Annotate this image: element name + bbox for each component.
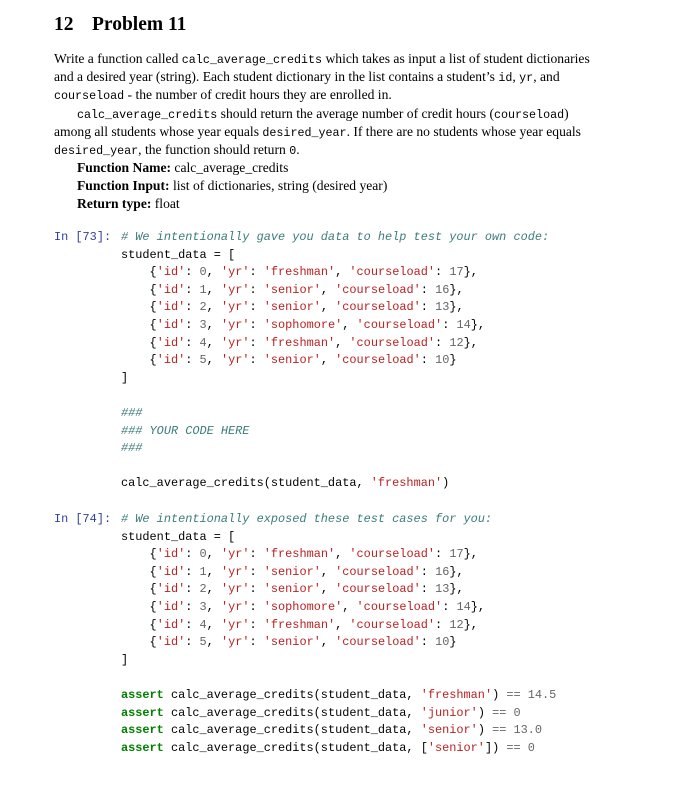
brace: }, (463, 265, 478, 280)
punct: : (185, 617, 200, 632)
punct: : (435, 617, 450, 632)
punct: , (206, 335, 221, 350)
label: Function Input: (77, 178, 170, 193)
punct: , (320, 282, 336, 297)
dict-value: 'freshman' (263, 265, 336, 280)
dict-value: 'senior' (263, 635, 321, 650)
inline-code: id (498, 71, 513, 85)
dict-key: 'courseload' (335, 564, 421, 579)
dict-value: 5 (199, 353, 207, 368)
dict-key: 'courseload' (335, 582, 421, 597)
brace: } (449, 353, 457, 368)
punct: : (185, 582, 200, 597)
dict-value: 0 (199, 265, 207, 280)
dict-value: 16 (435, 282, 450, 297)
dict-key: 'yr' (220, 265, 250, 280)
code-text: ) (492, 687, 500, 702)
dict-value: 'sophomore' (263, 599, 343, 614)
punct: : (435, 335, 450, 350)
dict-key: 'courseload' (349, 265, 436, 280)
dict-value: 10 (435, 353, 450, 368)
code-string: 'freshman' (370, 476, 443, 491)
punct: , (206, 317, 221, 332)
data-rows (121, 547, 485, 649)
dict-value: 1 (199, 282, 207, 297)
punct: : (249, 282, 264, 297)
inline-code: courseload (493, 108, 565, 122)
punct: , (335, 265, 350, 280)
code-text: [ (420, 740, 428, 755)
text: ) (564, 106, 569, 121)
dict-key: 'courseload' (356, 599, 443, 614)
dict-value: 5 (199, 635, 207, 650)
punct: : (249, 353, 264, 368)
text: . (296, 142, 300, 157)
brace: }, (463, 335, 478, 350)
text: - the number of credit hours they are enrolled in. (124, 87, 392, 102)
cell-prompt: In [74]: (54, 512, 112, 526)
brace: }, (463, 617, 478, 632)
dict-key: 'yr' (220, 335, 250, 350)
text: , (512, 69, 520, 84)
punct: : (185, 300, 200, 315)
text: , and (533, 69, 560, 84)
punct: : (249, 582, 264, 597)
dict-key: 'id' (156, 635, 186, 650)
expected-value: 14.5 (527, 687, 557, 702)
code-comment: # We intentionally gave you data to help test your own code: (121, 230, 550, 244)
cell-prompt: In [73]: (54, 230, 112, 244)
dict-value: 1 (199, 564, 207, 579)
brace: { (149, 599, 157, 614)
code-string: 'senior' (427, 740, 485, 755)
inline-code: courseload (54, 89, 125, 103)
code-text: ) (442, 476, 450, 491)
operator: == (484, 705, 514, 720)
punct: : (185, 353, 200, 368)
brace: }, (449, 300, 464, 315)
dict-key: 'courseload' (349, 547, 436, 562)
dict-key: 'id' (156, 335, 186, 350)
operator: == (484, 723, 514, 738)
punct: , (206, 300, 221, 315)
dict-value: 13 (435, 300, 450, 315)
text: which takes as input a list of student dictionaries (322, 51, 590, 66)
value: list of dictionaries, string (desired year) (169, 178, 388, 193)
punct: , (206, 265, 221, 280)
description-line (54, 124, 581, 140)
brace: }, (470, 599, 486, 614)
assert-keyword: assert (121, 705, 164, 720)
punct: : (420, 564, 436, 579)
punct: : (249, 617, 264, 632)
inline-code: calc_average_credits (181, 53, 323, 67)
brace: { (149, 317, 157, 332)
description-line (54, 142, 300, 158)
dict-key: 'courseload' (349, 335, 436, 350)
dict-key: 'yr' (220, 635, 250, 650)
punct: , (206, 617, 221, 632)
dict-value: 4 (199, 335, 207, 350)
punct: , (335, 335, 350, 350)
punct: , (206, 635, 221, 650)
assert-keyword: assert (121, 723, 164, 738)
punct: , (320, 635, 336, 650)
dict-value: 'senior' (263, 582, 321, 597)
dict-value: 17 (449, 265, 464, 280)
dict-key: 'yr' (220, 617, 250, 632)
code-string: 'freshman' (420, 687, 493, 702)
punct: , (335, 547, 350, 562)
brace: }, (449, 582, 464, 597)
code-text: calc_average_credits(student_data, (121, 476, 371, 491)
brace: } (449, 635, 457, 650)
code-line: ] (121, 652, 129, 667)
dict-value: 4 (199, 617, 207, 632)
code-text: ) (477, 723, 485, 738)
dict-value: 12 (449, 335, 464, 350)
return-type-line (77, 196, 180, 212)
punct: : (249, 317, 264, 332)
punct: : (249, 547, 264, 562)
punct: : (420, 353, 436, 368)
description-line (54, 87, 392, 103)
code-comment: ### YOUR CODE HERE (121, 423, 250, 438)
punct: , (320, 300, 336, 315)
text: should return the average number of credit hours ( (217, 106, 494, 121)
punct: : (185, 282, 200, 297)
dict-key: 'id' (156, 317, 186, 332)
dict-key: 'id' (156, 564, 186, 579)
dict-key: 'yr' (220, 582, 250, 597)
brace: { (149, 265, 157, 280)
code-line: student_data = [ (121, 247, 236, 262)
dict-key: 'id' (156, 547, 186, 562)
dict-value: 'senior' (263, 353, 321, 368)
dict-key: 'yr' (220, 317, 250, 332)
brace: { (149, 353, 157, 368)
punct: : (249, 300, 264, 315)
punct: : (185, 265, 200, 280)
text: Write a function called (54, 51, 182, 66)
label: Function Name: (77, 160, 172, 175)
dict-key: 'id' (156, 582, 186, 597)
assert-lines (121, 688, 556, 755)
punct: , (342, 317, 357, 332)
dict-key: 'id' (156, 353, 186, 368)
code-cell[interactable] (121, 511, 556, 757)
punct: , (206, 564, 221, 579)
brace: { (149, 547, 157, 562)
inline-code: 0 (289, 144, 297, 158)
punct: : (185, 317, 200, 332)
assert-keyword: assert (121, 687, 164, 702)
dict-value: 'senior' (263, 564, 321, 579)
dict-value: 10 (435, 635, 450, 650)
punct: : (249, 564, 264, 579)
punct: : (420, 282, 436, 297)
data-rows (121, 265, 485, 367)
dict-key: 'yr' (220, 353, 250, 368)
punct: , (320, 582, 336, 597)
punct: , (320, 564, 336, 579)
code-text: ) (477, 705, 485, 720)
dict-value: 'sophomore' (263, 317, 343, 332)
label: Return type: (77, 196, 152, 211)
brace: { (149, 564, 157, 579)
punct: : (185, 564, 200, 579)
dict-value: 'senior' (263, 282, 321, 297)
dict-key: 'id' (156, 265, 186, 280)
section-heading (54, 14, 186, 36)
dict-value: 17 (449, 547, 464, 562)
punct: : (185, 335, 200, 350)
punct: : (249, 265, 264, 280)
brace: { (149, 335, 157, 350)
code-comment: ### (121, 441, 143, 456)
punct: : (420, 300, 436, 315)
text: and a desired year (string). Each student dictionary in the list contains a student’s (54, 69, 499, 84)
punct: , (206, 353, 221, 368)
function-input-line (77, 178, 387, 194)
dict-value: 2 (199, 582, 207, 597)
brace: { (149, 282, 157, 297)
code-text: ]) (484, 740, 500, 755)
punct: , (320, 353, 336, 368)
brace: { (149, 617, 157, 632)
dict-key: 'courseload' (356, 317, 443, 332)
code-string: 'junior' (420, 705, 478, 720)
dict-value: 14 (456, 317, 471, 332)
expected-value: 0 (527, 740, 535, 755)
description-line (54, 51, 590, 67)
dict-key: 'courseload' (335, 635, 421, 650)
brace: { (149, 582, 157, 597)
dict-value: 12 (449, 617, 464, 632)
brace: { (149, 635, 157, 650)
code-text: calc_average_credits(student_data, (163, 687, 421, 702)
punct: , (342, 599, 357, 614)
punct: : (185, 635, 200, 650)
code-cell[interactable] (121, 229, 549, 493)
dict-key: 'id' (156, 282, 186, 297)
text: , the function should return (138, 142, 290, 157)
code-comment: # We intentionally exposed these test cases for you: (121, 512, 493, 526)
dict-key: 'yr' (220, 599, 250, 614)
operator: == (499, 740, 528, 755)
section-title: Problem 11 (92, 14, 187, 35)
dict-value: 3 (199, 599, 207, 614)
punct: , (206, 582, 221, 597)
punct: : (435, 547, 450, 562)
punct: : (420, 582, 436, 597)
brace: { (149, 300, 157, 315)
dict-key: 'id' (156, 300, 186, 315)
dict-key: 'yr' (220, 282, 250, 297)
punct: , (206, 599, 221, 614)
dict-value: 3 (199, 317, 207, 332)
brace: }, (449, 282, 464, 297)
text: . If there are no students whose year equals (346, 124, 581, 139)
expected-value: 0 (513, 705, 521, 720)
dict-value: 'senior' (263, 300, 321, 315)
dict-value: 'freshman' (263, 617, 336, 632)
code-text: calc_average_credits(student_data, (163, 740, 421, 755)
dict-value: 'freshman' (263, 335, 336, 350)
brace: }, (470, 317, 486, 332)
punct: , (335, 617, 350, 632)
dict-key: 'courseload' (335, 300, 421, 315)
dict-key: 'yr' (220, 300, 250, 315)
dict-value: 14 (456, 599, 471, 614)
dict-key: 'yr' (220, 564, 250, 579)
brace: }, (449, 564, 464, 579)
dict-key: 'yr' (220, 547, 250, 562)
punct: : (185, 547, 200, 562)
inline-code: yr (519, 71, 534, 85)
dict-value: 'freshman' (263, 547, 336, 562)
code-line: student_data = [ (121, 529, 236, 544)
brace: }, (463, 547, 478, 562)
punct: : (442, 599, 457, 614)
punct: : (185, 599, 200, 614)
dict-value: 2 (199, 300, 207, 315)
code-text: calc_average_credits(student_data, (163, 723, 421, 738)
punct: : (420, 635, 436, 650)
inline-code: calc_average_credits (77, 108, 218, 122)
code-line: ] (121, 370, 129, 385)
inline-code: desired_year (262, 126, 347, 140)
code-string: 'senior' (420, 723, 478, 738)
punct: , (206, 282, 221, 297)
dict-key: 'courseload' (335, 282, 421, 297)
section-number: 12 (54, 14, 74, 35)
text: among all students whose year equals (54, 124, 263, 139)
punct: , (206, 547, 221, 562)
value: float (151, 196, 180, 211)
punct: : (435, 265, 450, 280)
punct: : (249, 635, 264, 650)
punct: : (249, 599, 264, 614)
expected-value: 13.0 (513, 723, 543, 738)
description-line (77, 106, 569, 122)
punct: : (442, 317, 457, 332)
dict-key: 'id' (156, 617, 186, 632)
assert-keyword: assert (121, 740, 164, 755)
value: calc_average_credits (171, 160, 289, 175)
code-comment: ### (121, 405, 143, 420)
dict-value: 0 (199, 547, 207, 562)
operator: == (499, 687, 528, 702)
punct: : (249, 335, 264, 350)
description-line (54, 69, 560, 85)
dict-value: 16 (435, 564, 450, 579)
dict-key: 'courseload' (335, 353, 421, 368)
dict-key: 'id' (156, 599, 186, 614)
function-name-line (77, 160, 288, 176)
dict-key: 'courseload' (349, 617, 436, 632)
code-text: calc_average_credits(student_data, (163, 705, 421, 720)
dict-value: 13 (435, 582, 450, 597)
inline-code: desired_year (54, 144, 139, 158)
